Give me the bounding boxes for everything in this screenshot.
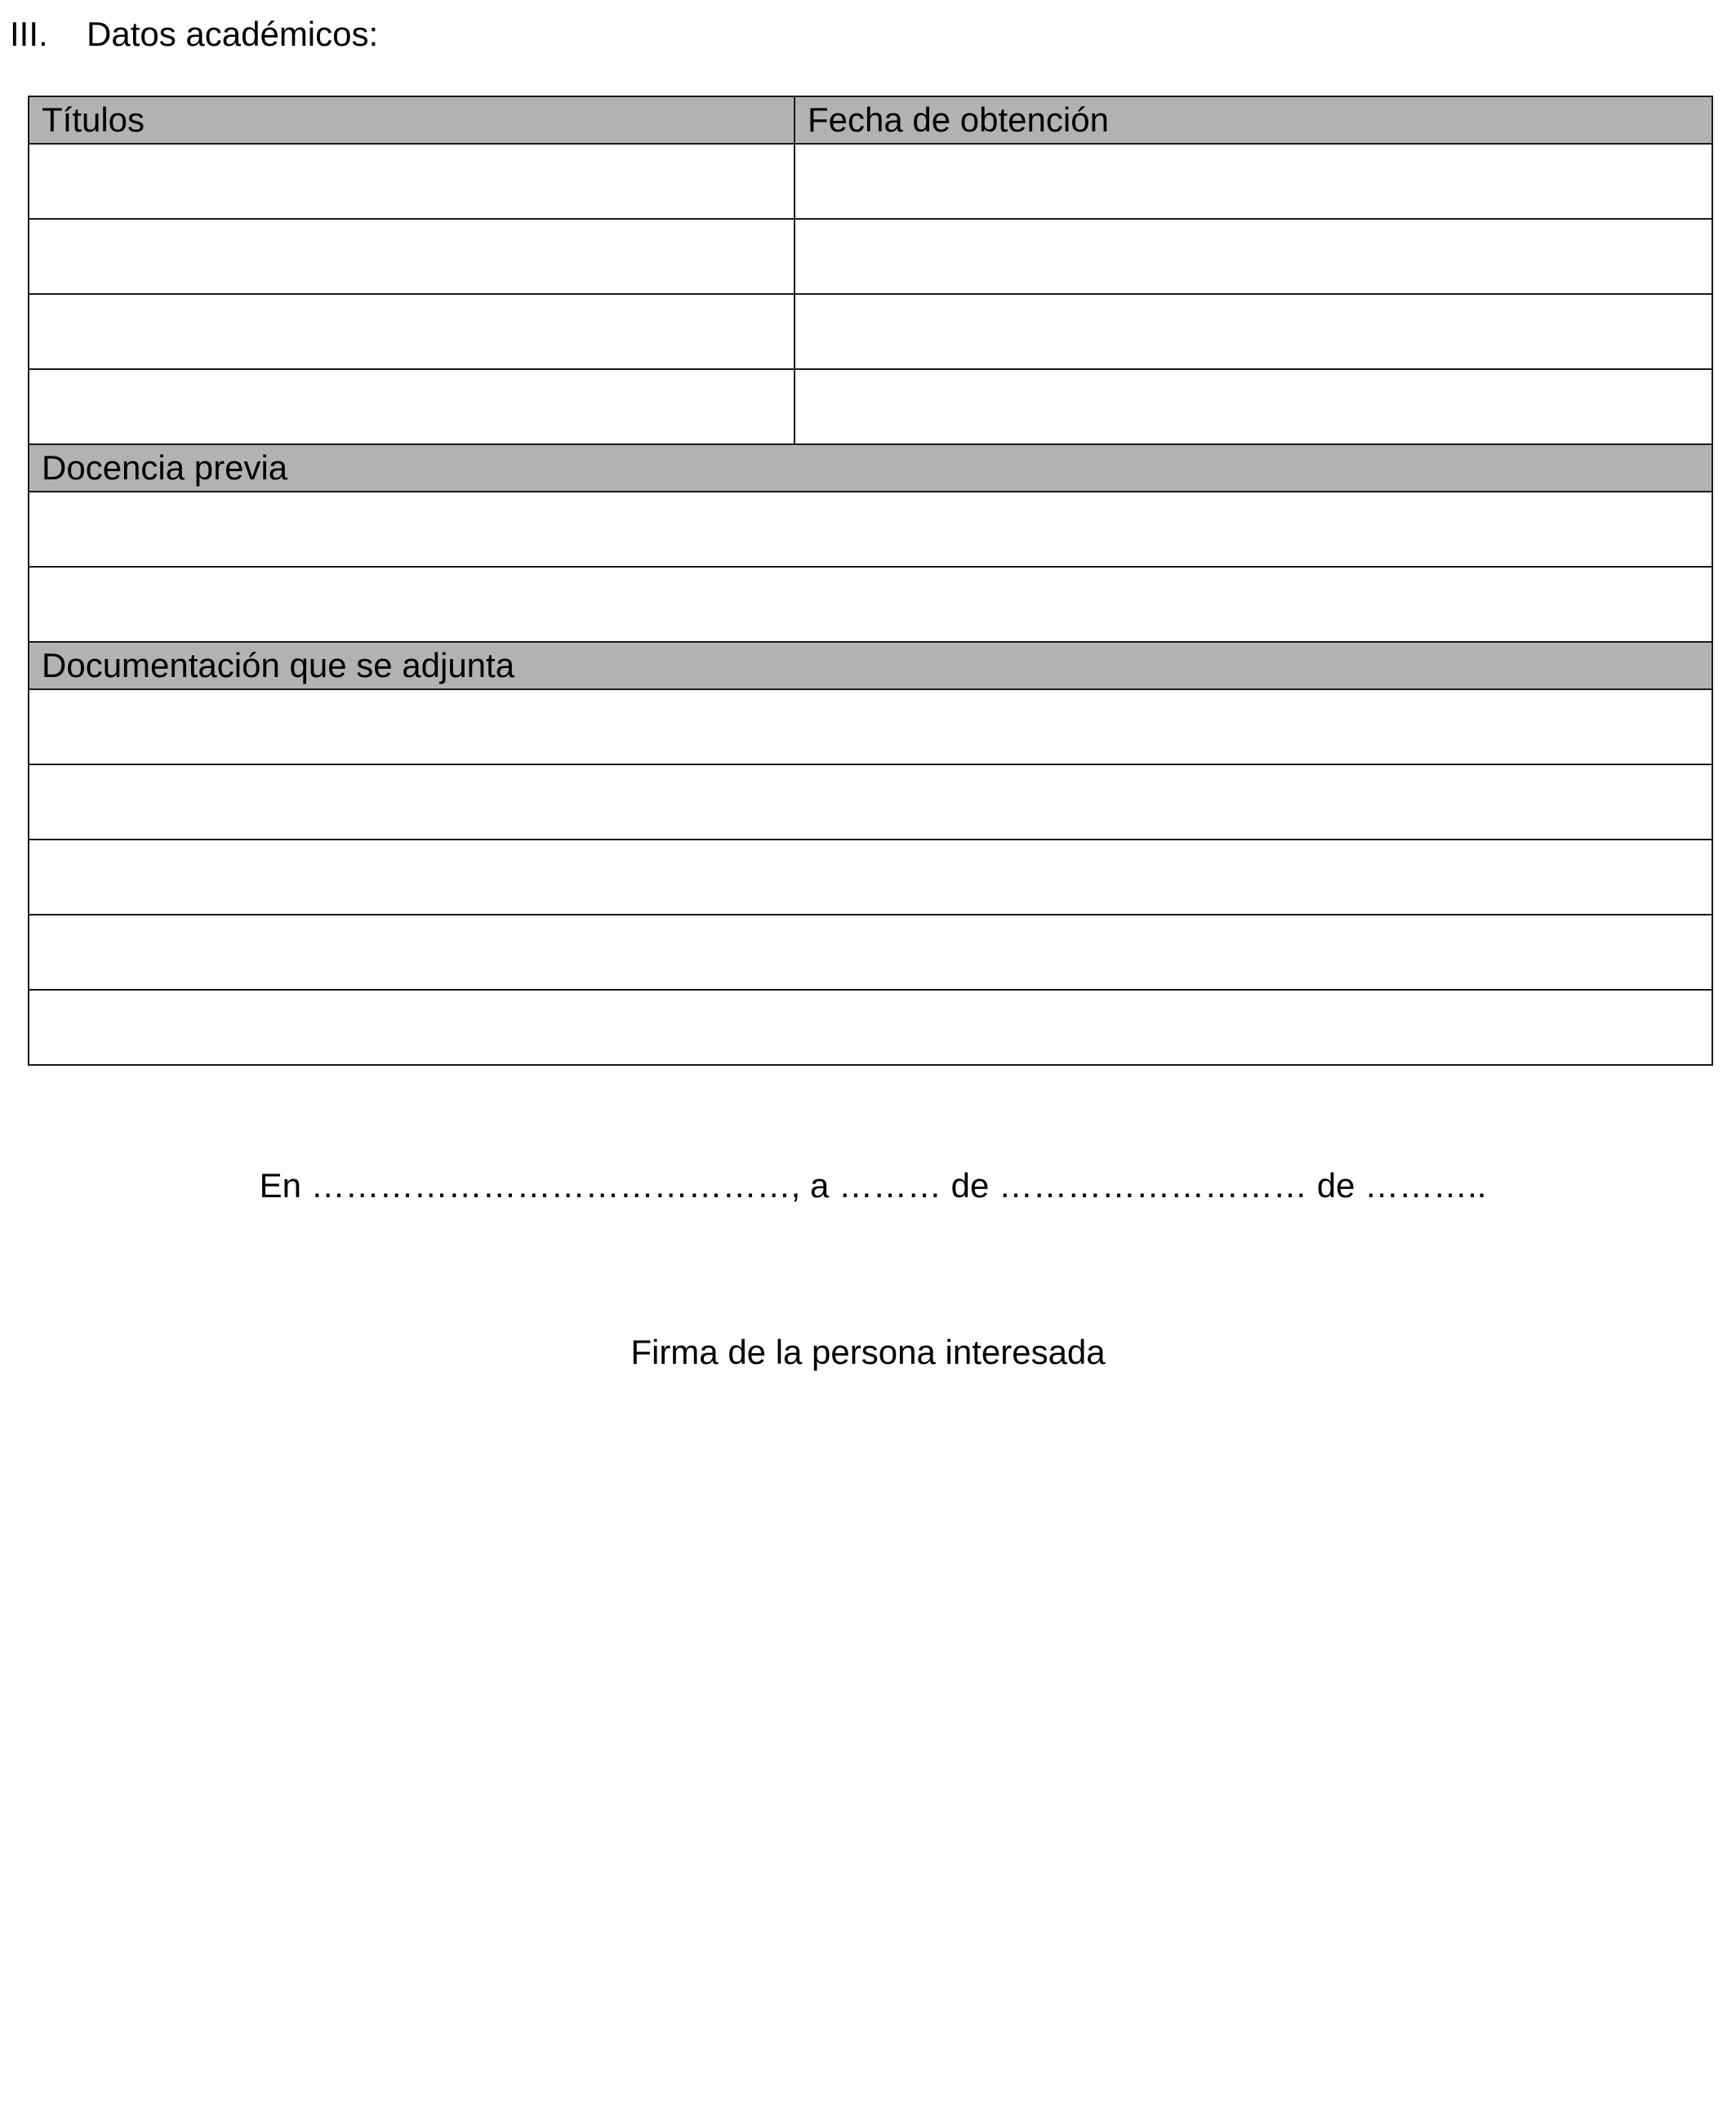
date-obtained-header: Fecha de obtención <box>795 96 1712 144</box>
attached-document-cell[interactable] <box>29 689 1712 764</box>
academic-data-table <box>28 96 1713 1066</box>
title-row <box>29 369 1712 444</box>
document-row <box>29 915 1712 990</box>
date-obtained-cell[interactable] <box>795 144 1712 219</box>
title-cell[interactable] <box>29 144 795 219</box>
document-row <box>29 990 1712 1065</box>
signature-label: Firma de la persona interesada <box>630 1333 1106 1371</box>
date-obtained-cell[interactable] <box>795 294 1712 369</box>
section-heading <box>10 11 378 57</box>
titles-header: Títulos <box>29 96 795 144</box>
title-row <box>29 144 1712 219</box>
documents-header-row <box>29 642 1712 689</box>
teaching-row <box>29 492 1712 567</box>
previous-teaching-cell[interactable] <box>29 567 1712 642</box>
title-cell[interactable] <box>29 219 795 294</box>
title-row <box>29 219 1712 294</box>
titles-header-row <box>29 96 1712 144</box>
attached-documents-header: Documentación que se adjunta <box>29 642 1712 689</box>
teaching-header-row <box>29 444 1712 492</box>
attached-document-cell[interactable] <box>29 915 1712 990</box>
place-date-line: En ……………………………………, a ……… de ……………………… de ……….. <box>259 1166 1487 1205</box>
date-obtained-cell[interactable] <box>795 219 1712 294</box>
title-row <box>29 294 1712 369</box>
document-row <box>29 689 1712 764</box>
title-cell[interactable] <box>29 369 795 444</box>
previous-teaching-header: Docencia previa <box>29 444 1712 492</box>
attached-document-cell[interactable] <box>29 764 1712 840</box>
section-title: Datos académicos: <box>87 15 379 53</box>
teaching-row <box>29 567 1712 642</box>
attached-document-cell[interactable] <box>29 840 1712 915</box>
title-cell[interactable] <box>29 294 795 369</box>
date-obtained-cell[interactable] <box>795 369 1712 444</box>
document-row <box>29 764 1712 840</box>
section-numeral: III. <box>10 15 48 53</box>
attached-document-cell[interactable] <box>29 990 1712 1065</box>
document-row <box>29 840 1712 915</box>
previous-teaching-cell[interactable] <box>29 492 1712 567</box>
